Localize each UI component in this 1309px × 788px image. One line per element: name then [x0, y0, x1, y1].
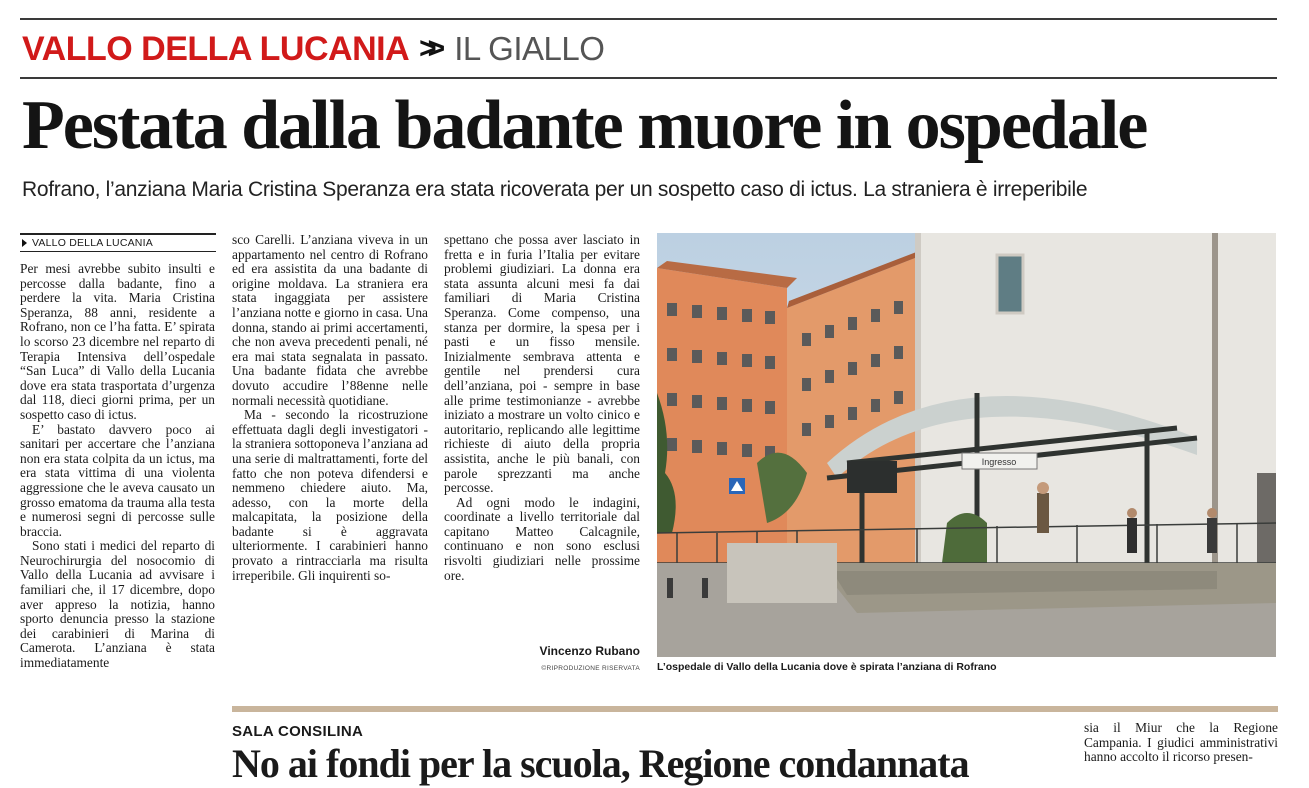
paragraph: Per mesi avrebbe subito insulti e percosse dalla badante, fino a perdere la vita. Maria Cristina Speranza, 88 anni, residente a Rofrano, non ce l’ha fatta. E’ spirata lo scorso 23 dicembre nel reparto di Terapia Intensiva dell’ospedale “San Luca” di Vallo della Lucania dove era stata trasportata d’urgenza dal 118, dieci giorni prima, per un sospetto caso di ictus.	[20, 262, 215, 422]
second-article-headline: No ai fondi per la scuola, Regione condannata	[232, 741, 969, 786]
chevron-right-icon: >>	[419, 32, 437, 65]
kicker-category: IL GIALLO	[454, 30, 605, 67]
paragraph: E’ bastato davvero poco ai sanitari per accertare che l’anziana non era stata colpita da un ictus, ma era stata vittima di una violenta aggressione che le aveva causato un grosso ematoma da trauma alla testa e numerosi segni di percosse sulle braccia.	[20, 421, 215, 539]
section-divider-band	[232, 706, 1278, 712]
kicker-rule	[20, 77, 1277, 79]
top-rule	[20, 18, 1277, 20]
sign-entrance-text: Ingresso	[981, 457, 1017, 467]
kicker-location: VALLO DELLA LUCANIA	[22, 29, 410, 68]
paragraph: spettano che possa aver lasciato in fretta e in furia l’Italia per evitare problemi giudiziari. La donna era stata assunta alcuni mesi fa dai familiari di Maria Cristina Speranza. Come compenso, una stanza per dormire, la spesa per i pasti e un fisso mensile. Inizialmente sembrava attenta e gentile nel prendersi cura dell’anziana, poi - sempre in base alle prime testimonianze - avrebbe iniziato a mostrare un volto cinico e autoritario, replicando alle legittime richieste di aiuto della propria assistita, anche le più banali, con parole sprezzanti ma anche percosse.	[444, 233, 640, 496]
article-subhead: Rofrano, l’anziana Maria Cristina Speranza era stata ricoverata per un sospetto caso di ictus. La straniera è irreperibile	[22, 178, 1088, 201]
dateline-text: VALLO DELLA LUCANIA	[32, 237, 153, 249]
dateline-tag	[20, 233, 216, 252]
paragraph: sia il Miur che la Regione Campania. I giudici amministrativi hanno accolto il ricorso presen-	[1084, 721, 1278, 765]
paragraph: Ma - secondo la ricostruzione effettuata dagli degli investigatori - la straniera sottoponeva l’anziana ad una serie di maltrattamenti, forte del fatto che non poteva difendersi e nemmeno chiedere aiuto. Ma, adesso, con la morte della malcapitata, la posizione della badante si è aggravata ulteriormente. I carabinieri hanno provato a rintracciarla ma risulta irreperibile. Gli inquirenti so-	[232, 407, 428, 583]
paragraph: Sono stati i medici del reparto di Neurochirurgia del nosocomio di Vallo della Lucania ad avvisare i familiari che, il 17 dicembre, dopo aver appreso la notizia, hanno sporto denuncia presso la stazione dei carabinieri di Marina di Camerota. L’anziana è stata immediatamente	[20, 538, 215, 671]
article-column-3	[444, 233, 640, 641]
hospital-photo-illustration	[657, 233, 1276, 657]
page-headline: Pestata dalla badante muore in ospedale	[22, 87, 1147, 164]
second-article-kicker: SALA CONSILINA	[232, 723, 364, 740]
paragraph: Ad ogni modo le indagini, coordinate a livello territoriale dal capitano Matteo Calcagnile, continuano e non sono esclusi risvolti giudiziari nelle prossime ore.	[444, 494, 640, 583]
article-column-2	[232, 233, 428, 680]
hospital-photo	[657, 233, 1276, 657]
section-kicker	[22, 28, 604, 70]
author-name: Vincenzo Rubano	[539, 644, 640, 658]
article-column-1	[20, 262, 215, 766]
triangle-icon	[22, 239, 27, 247]
copyright-notice: ©RIPRODUZIONE RISERVATA	[541, 665, 640, 672]
paragraph: sco Carelli. L’anziana viveva in un appartamento nel centro di Rofrano ed era assistita da una badante di origine moldava. La straniera era stata ingaggiata per assistere l’anziana notte e giorno in casa. Una donna, stando ai primi accertamenti, che non aveva precedenti penali, né era mai stata segnalata in passato. Una badante fidata che avrebbe dovuto accudire l’88enne nelle normali necessità quotidiane.	[232, 233, 428, 408]
photo-caption: L’ospedale di Vallo della Lucania dove è spirata l’anziana di Rofrano	[657, 661, 997, 673]
second-article-snippet	[1084, 721, 1278, 766]
